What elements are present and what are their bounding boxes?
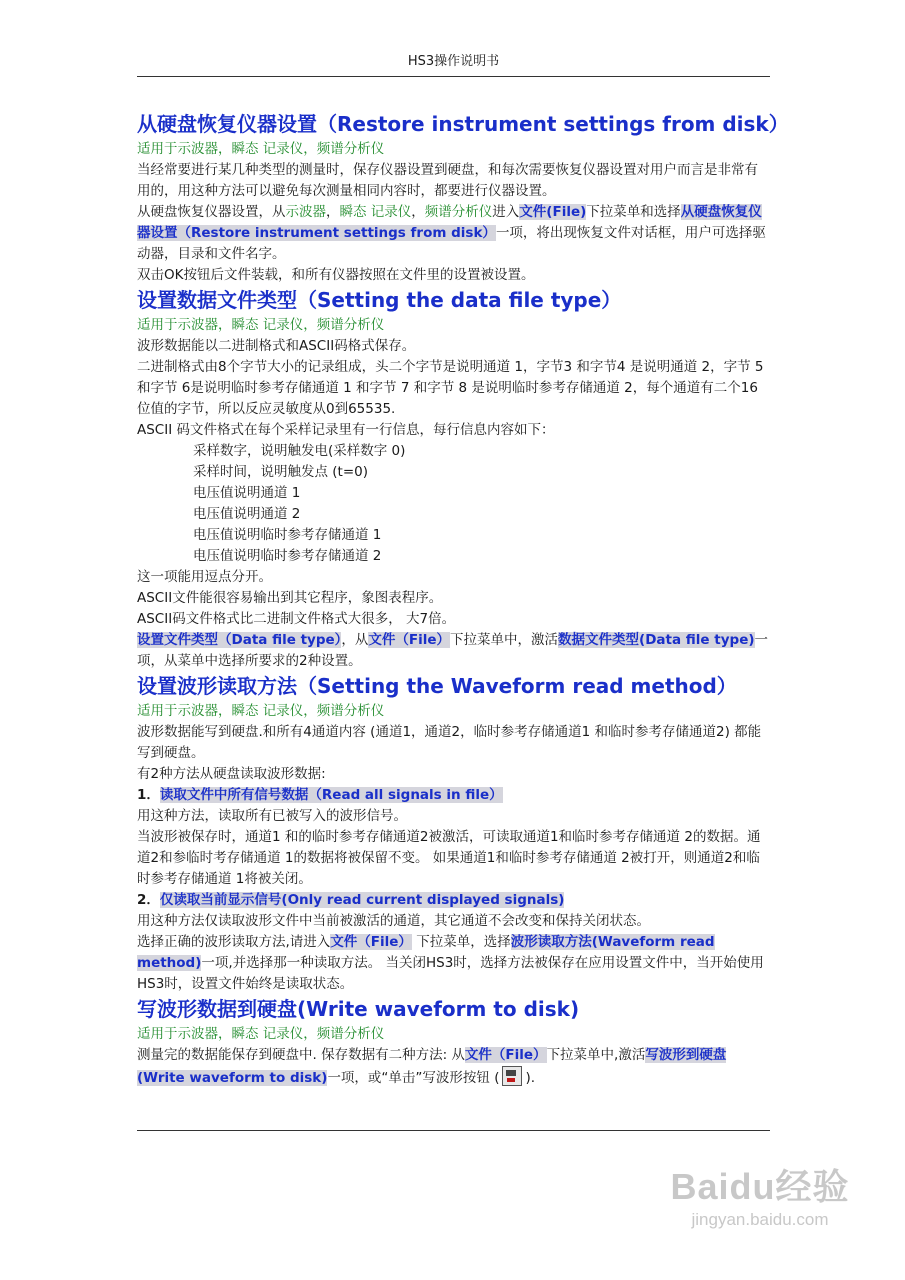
paragraph: 从硬盘恢复仪器设置，从示波器，瞬态 记录仪，频谱分析仪进入文件(File)下拉菜单和选择从硬盘恢复仪器设置（Restore instrument settings from disk）一项，将出现恢复文件对话框，用户可选择驱动器，目录和文件名字。: [137, 204, 766, 262]
paragraph: ASCII 码文件格式在每个采样记录里有一行信息，每行信息内容如下：: [137, 422, 555, 438]
paragraph: 用这种方法仅读取波形文件中当前被激活的通道，其它通道不会改变和保持关闭状态。: [137, 913, 650, 929]
method-heading-2: 2．仅读取当前显示信号(Only read current displayed signals): [137, 892, 565, 908]
section-title-write-waveform: 写波形数据到硬盘(Write waveform to disk): [137, 997, 580, 1021]
applies-to: 适用于示波器，瞬态 记录仪，频谱分析仪: [137, 317, 385, 333]
applies-to: 适用于示波器，瞬态 记录仪，频谱分析仪: [137, 141, 385, 157]
page-header: HS3操作说明书: [407, 54, 500, 69]
paragraph: ASCII码文件格式比二进制文件格式大很多， 大7倍。: [137, 611, 456, 627]
menu-file-highlight: 文件（File）: [330, 934, 412, 950]
method-2-highlight: 仅读取当前显示信号(Only read current displayed signals): [159, 892, 565, 908]
list-item: 采样数字，说明触发电(采样数字 0): [193, 443, 406, 459]
watermark: [640, 1165, 880, 1231]
paragraph: ASCII文件能很容易输出到其它程序，象图表程序。: [137, 590, 443, 606]
method-heading-1: 1．读取文件中所有信号数据（Read all signals in file）: [137, 787, 503, 803]
menu-item-highlight: 波形读取方法(Waveform read method): [137, 934, 715, 971]
paragraph: 当波形被保存时，通道1 和的临时参考存储通道2被激活，可读取通道1和临时参考存储通道 2的数据。通道2和参临时考存储通道 1的数据将被保留不变。 如果通道1和临时参考存储通道 2被打开，则通道2和临时参考存储通道 1将被关闭。: [137, 829, 761, 887]
link-recorder: 瞬态 记录仪: [339, 204, 412, 220]
link-oscilloscope: 示波器: [285, 204, 326, 220]
applies-to: 适用于示波器，瞬态 记录仪，频谱分析仪: [137, 703, 385, 719]
section-title-file-type: 设置数据文件类型（Setting the data file type）: [137, 288, 622, 312]
paragraph: 这一项能用逗点分开。: [137, 569, 272, 585]
paragraph: 双击OK按钮后文件装载，和所有仪器按照在文件里的设置被设置。: [137, 267, 535, 283]
paragraph: 有2种方法从硬盘读取波形数据:: [137, 766, 326, 782]
paragraph: 测量完的数据能保存到硬盘中. 保存数据有二种方法: 从文件（File）下拉菜单中,激活写波形到硬盘(Write waveform to disk)一项，或“单击”写波形按钮 ( ).: [137, 1047, 727, 1086]
paragraph: 选择正确的波形读取方法,请进入文件（File） 下拉菜单，选择波形读取方法(Waveform read method)一项,并选择那一种读取方法。 当关闭HS3时，选择方法被保存在应用设置文件中，当开始使用HS3时，设置文件始终是读取状态。: [137, 934, 764, 992]
section-title-read-method: 设置波形读取方法（Setting the Waveform read method）: [137, 674, 737, 698]
paragraph: 二进制格式由8个字节大小的记录组成，头二个字节是说明通道 1，字节3 和字节4 是说明通道 2，字节 5 和字节 6是说明临时参考存储通道 1 和字节 7 和字节 8 是说明临时参考存储通道 2，每个通道有二个16 位值的字节，所以反应灵敏度从0到65535.: [137, 359, 764, 417]
menu-item-highlight: 数据文件类型(Data file type): [558, 632, 755, 648]
menu-file-highlight: 文件(File): [519, 204, 587, 220]
paragraph: 波形数据能写到硬盘.和所有4通道内容 (通道1，通道2，临时参考存储通道1 和临时参考存储通道2) 都能写到硬盘。: [137, 724, 762, 761]
watermark-url: jingyan.baidu.com: [691, 1210, 829, 1229]
link-spectrum: 频谱分析仪: [424, 204, 493, 220]
paragraph: 设置文件类型（Data file type），从文件（File）下拉菜单中，激活数据文件类型(Data file type)一项，从菜单中选择所要求的2种设置。: [137, 632, 769, 669]
applies-to: 适用于示波器，瞬态 记录仪，频谱分析仪: [137, 1026, 385, 1042]
paragraph: 用这种方法，读取所有已被写入的波形信号。: [137, 808, 407, 824]
list-item: 电压值说明临时参考存储通道 1: [193, 527, 382, 543]
header-rule: [137, 76, 770, 77]
paragraph: 波形数据能以二进制格式和ASCII码格式保存。: [137, 338, 416, 354]
menu-restore-highlight: 从硬盘恢复仪器设置（Restore instrument settings from disk）: [137, 204, 762, 241]
list-item: 电压值说明通道 1: [193, 485, 301, 501]
menu-item-highlight: 写波形到硬盘(Write waveform to disk): [137, 1047, 727, 1086]
document-body: [137, 110, 789, 1089]
section-title-restore: 从硬盘恢复仪器设置（Restore instrument settings from disk）: [137, 112, 789, 136]
write-waveform-icon: [502, 1066, 522, 1086]
list-item: 采样时间，说明触发点 (t=0): [193, 464, 369, 480]
menu-file-highlight: 文件（File）: [464, 1047, 547, 1063]
footer-rule: [137, 1130, 770, 1131]
method-1-highlight: 读取文件中所有信号数据（Read all signals in file）: [159, 787, 503, 803]
paragraph: 当经常要进行某几种类型的测量时，保存仪器设置到硬盘，和每次需要恢复仪器设置对用户而言是非常有用的，用这种方法可以避免每次测量相同内容时，都要进行仪器设置。: [137, 162, 758, 199]
list-item: 电压值说明临时参考存储通道 2: [193, 548, 382, 564]
menu-data-file-type-highlight: 设置文件类型（Data file type）: [137, 632, 342, 648]
list-item: 电压值说明通道 2: [193, 506, 301, 522]
watermark-logo: Baidu经验: [670, 1166, 850, 1207]
menu-file-highlight: 文件（File）: [368, 632, 451, 648]
